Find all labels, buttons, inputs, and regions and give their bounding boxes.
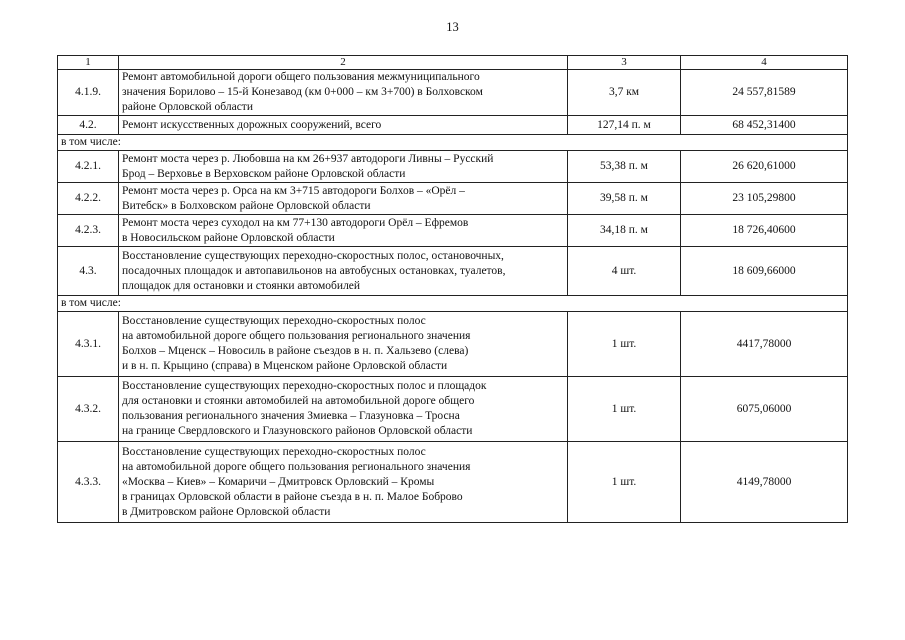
description-line: «Москва – Киев» – Комаричи – Дмитровск Орловский – Кромы bbox=[122, 475, 435, 488]
item-amount: 24 557,81589 bbox=[681, 70, 848, 116]
description-line: Восстановление существующих переходно-скоростных полос, остановочных, bbox=[122, 249, 504, 262]
description-line: значения Борилово – 15-й Конезавод (км 0+000 – км 3+700) в Болховском bbox=[122, 86, 483, 98]
table-row bbox=[58, 312, 848, 377]
description-line: Болхов – Мценск – Новосиль в районе съездов в н. п. Хальзево (слева) bbox=[122, 345, 469, 357]
description-line: Восстановление существующих переходно-скоростных полос и площадок bbox=[122, 380, 487, 392]
item-description bbox=[119, 442, 568, 523]
works-table bbox=[57, 55, 848, 523]
description-line: в границах Орловской области в районе съезда в н. п. Малое Боброво bbox=[122, 490, 463, 503]
item-description bbox=[119, 215, 568, 247]
item-description bbox=[119, 183, 568, 215]
item-description bbox=[119, 312, 568, 377]
item-amount: 6075,06000 bbox=[681, 377, 848, 442]
item-number: 4.2.2. bbox=[58, 183, 119, 215]
item-amount: 4417,78000 bbox=[681, 312, 848, 377]
description-line: Ремонт моста через р. Орса на км 3+715 автодороги Болхов – «Орёл – bbox=[122, 184, 465, 197]
table-row bbox=[58, 183, 848, 215]
table-row bbox=[58, 151, 848, 183]
item-description bbox=[119, 116, 568, 135]
description-line: на автомобильной дороге общего пользования регионального значения bbox=[122, 460, 471, 473]
item-number: 4.3.2. bbox=[58, 377, 119, 442]
item-quantity: 4 шт. bbox=[568, 247, 681, 296]
item-quantity: 34,18 п. м bbox=[568, 215, 681, 247]
item-description bbox=[119, 247, 568, 296]
item-quantity: 3,7 км bbox=[568, 70, 681, 116]
section-label-row bbox=[58, 135, 848, 151]
item-amount: 4149,78000 bbox=[681, 442, 848, 523]
item-quantity: 1 шт. bbox=[568, 312, 681, 377]
table-row bbox=[58, 70, 848, 116]
column-header-2: 2 bbox=[119, 56, 568, 70]
description-line: на границе Свердловского и Глазуновского районов Орловской области bbox=[122, 425, 473, 437]
description-line: Ремонт моста через суходол на км 77+130 автодороги Орёл – Ефремов bbox=[122, 216, 469, 229]
section-label-row bbox=[58, 296, 848, 312]
column-header-3: 3 bbox=[568, 56, 681, 70]
description-line: Витебск» в Болховском районе Орловской области bbox=[122, 199, 371, 212]
section-label: в том числе: bbox=[58, 135, 848, 151]
description-line: для остановки и стоянки автомобилей на автомобильной дороге общего bbox=[122, 395, 475, 407]
item-quantity: 127,14 п. м bbox=[568, 116, 681, 135]
item-number: 4.1.9. bbox=[58, 70, 119, 116]
item-number: 4.2. bbox=[58, 116, 119, 135]
table-row bbox=[58, 377, 848, 442]
table-row bbox=[58, 442, 848, 523]
description-line: Брод – Верховье в Верховском районе Орловской области bbox=[122, 167, 406, 180]
description-line: посадочных площадок и автопавильонов на автобусных остановках, туалетов, bbox=[122, 264, 506, 277]
description-line: в Дмитровском районе Орловской области bbox=[122, 505, 331, 518]
item-number: 4.2.1. bbox=[58, 151, 119, 183]
item-amount: 23 105,29800 bbox=[681, 183, 848, 215]
description-line: площадок для остановки и стоянки автомобилей bbox=[122, 279, 361, 292]
item-number: 4.3.1. bbox=[58, 312, 119, 377]
page-number: 13 bbox=[446, 20, 459, 34]
item-amount: 18 609,66000 bbox=[681, 247, 848, 296]
item-number: 4.3.3. bbox=[58, 442, 119, 523]
item-number: 4.2.3. bbox=[58, 215, 119, 247]
description-line: Восстановление существующих переходно-скоростных полос bbox=[122, 315, 426, 327]
item-quantity: 39,58 п. м bbox=[568, 183, 681, 215]
table-row bbox=[58, 247, 848, 296]
description-line: на автомобильной дороге общего пользования регионального значения bbox=[122, 330, 471, 342]
column-header-4: 4 bbox=[681, 56, 848, 70]
description-line: Ремонт моста через р. Любовша на км 26+937 автодороги Ливны – Русский bbox=[122, 152, 494, 165]
item-number: 4.3. bbox=[58, 247, 119, 296]
item-amount: 18 726,40600 bbox=[681, 215, 848, 247]
description-line: в Новосильском районе Орловской области bbox=[122, 231, 335, 244]
description-line: Ремонт искусственных дорожных сооружений, всего bbox=[122, 118, 382, 131]
description-line: Восстановление существующих переходно-скоростных полос bbox=[122, 445, 426, 458]
description-line: Ремонт автомобильной дороги общего пользования межмуниципального bbox=[122, 71, 480, 83]
item-description bbox=[119, 151, 568, 183]
item-quantity: 1 шт. bbox=[568, 442, 681, 523]
item-description bbox=[119, 70, 568, 116]
table-row bbox=[58, 116, 848, 135]
column-header-1: 1 bbox=[58, 56, 119, 70]
item-quantity: 1 шт. bbox=[568, 377, 681, 442]
description-line: пользования регионального значения Змиевка – Глазуновка – Тросна bbox=[122, 410, 460, 422]
description-line: районе Орловской области bbox=[122, 101, 253, 113]
item-description bbox=[119, 377, 568, 442]
item-quantity: 53,38 п. м bbox=[568, 151, 681, 183]
column-header-row bbox=[58, 56, 848, 70]
section-label: в том числе: bbox=[58, 296, 848, 312]
item-amount: 68 452,31400 bbox=[681, 116, 848, 135]
description-line: и в н. п. Крыцино (справа) в Мценском районе Орловской области bbox=[122, 360, 448, 372]
table-row bbox=[58, 215, 848, 247]
item-amount: 26 620,61000 bbox=[681, 151, 848, 183]
